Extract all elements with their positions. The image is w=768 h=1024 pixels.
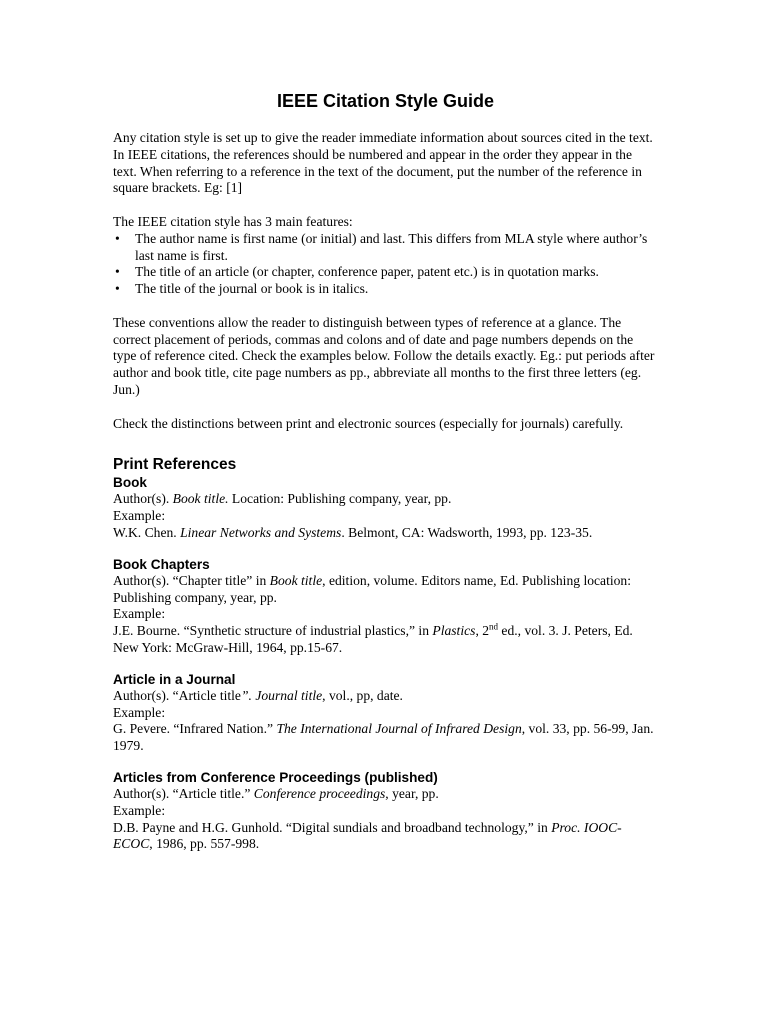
intro-paragraph: Any citation style is set up to give the reader immediate information about sources cited in the text. In IEEE citations, the references should be numbered and appear in the order they appear in the text. When referring to a reference in the text of the document, put the number of the reference in square brackets. Eg: [1] bbox=[113, 130, 653, 196]
book-chapters-section bbox=[113, 556, 658, 657]
conference-example-label: Example: bbox=[113, 802, 166, 818]
print-references-heading: Print References bbox=[113, 456, 237, 474]
format-italic: Book title. bbox=[172, 491, 229, 507]
format-text: , year, pp. bbox=[385, 785, 439, 801]
conference-heading: Articles from Conference Proceedings (published) bbox=[113, 769, 438, 785]
book-example-label: Example: bbox=[113, 508, 166, 524]
book-chapters-format bbox=[113, 573, 658, 607]
bullet-icon: • bbox=[115, 264, 120, 280]
example-italic: The International Journal of Infrared Design bbox=[276, 721, 522, 737]
list-item-text: The author name is first name (or initial) and last. This differs from MLA style where author’s last name is first. bbox=[135, 230, 648, 263]
book-format bbox=[113, 491, 658, 508]
example-text: , vol. 33, pp. 56-99, Jan. 1979. bbox=[113, 721, 654, 754]
format-text: Location: Publishing company, year, pp. bbox=[228, 491, 452, 507]
features-lead: The IEEE citation style has 3 main features: bbox=[113, 213, 353, 229]
list-item bbox=[113, 264, 658, 281]
list-item bbox=[113, 231, 658, 265]
conference-example bbox=[113, 820, 658, 854]
example-text: , 1986, pp. 557-998. bbox=[149, 836, 260, 852]
example-italic: Plastics bbox=[432, 623, 476, 639]
list-item-text: The title of the journal or book is in italics. bbox=[135, 281, 369, 297]
conference-section bbox=[113, 769, 658, 853]
example-text: J.E. Bourne. “Synthetic structure of industrial plastics,” in bbox=[113, 623, 433, 639]
example-text: G. Pevere. “Infrared Nation.” bbox=[113, 721, 277, 737]
format-text: Author(s). “Article title bbox=[113, 687, 241, 703]
book-heading: Book bbox=[113, 475, 147, 491]
book-chapters-example bbox=[113, 623, 658, 657]
book-example bbox=[113, 525, 658, 542]
format-text: , edition, volume. Editors name, Ed. Publishing location: Publishing company, year, pp. bbox=[113, 572, 632, 605]
journal-article-example bbox=[113, 721, 658, 755]
journal-article-heading: Article in a Journal bbox=[113, 671, 236, 687]
list-item bbox=[113, 281, 658, 298]
book-chapters-heading: Book Chapters bbox=[113, 556, 210, 572]
bullet-icon: • bbox=[115, 230, 120, 246]
example-text: D.B. Payne and H.G. Gunhold. “Digital sundials and broadband technology,” in bbox=[113, 819, 552, 835]
document-body bbox=[113, 90, 658, 853]
superscript: nd bbox=[489, 621, 499, 632]
journal-article-format bbox=[113, 688, 658, 705]
format-text: Author(s). bbox=[113, 491, 173, 507]
example-text: W.K. Chen. bbox=[113, 524, 181, 540]
format-italic: ”. Journal title bbox=[240, 687, 323, 703]
features-list bbox=[113, 231, 658, 298]
example-text: ed., vol. 3. J. Peters, Ed. New York: McGraw-Hill, 1964, pp.15-67. bbox=[113, 623, 633, 655]
conference-format bbox=[113, 786, 658, 803]
list-item-text: The title of an article (or chapter, conference paper, patent etc.) is in quotation marks. bbox=[135, 264, 599, 280]
journal-article-example-label: Example: bbox=[113, 704, 166, 720]
conventions-paragraph: These conventions allow the reader to distinguish between types of reference at a glance. The correct placement of periods, commas and colons and of date and page numbers depends on the type of reference cited. Check the examples below. Follow the details exactly. Eg.: put periods after author and book title, cite page numbers as pp., abbreviate all months to the first three letters (eg. Jun.) bbox=[113, 314, 655, 397]
journal-article-section bbox=[113, 671, 658, 755]
format-text: , vol., pp, date. bbox=[322, 687, 403, 703]
bullet-icon: • bbox=[115, 281, 120, 297]
book-section bbox=[113, 474, 658, 541]
format-text: Author(s). “Article title.” bbox=[113, 785, 254, 801]
example-text: . Belmont, CA: Wadsworth, 1993, pp. 123-35. bbox=[341, 524, 593, 540]
example-italic: Linear Networks and Systems bbox=[180, 524, 342, 540]
book-chapters-example-label: Example: bbox=[113, 606, 166, 622]
format-text: Author(s). “Chapter title” in bbox=[113, 572, 270, 588]
page-title: IEEE Citation Style Guide bbox=[276, 91, 495, 111]
distinctions-paragraph: Check the distinctions between print and electronic sources (especially for journals) carefully. bbox=[113, 415, 624, 431]
format-italic: Conference proceedings bbox=[253, 785, 386, 801]
example-text: , 2 bbox=[475, 623, 490, 639]
format-italic: Book title bbox=[269, 572, 323, 588]
example-italic: Proc. IOOC-ECOC bbox=[113, 819, 622, 852]
